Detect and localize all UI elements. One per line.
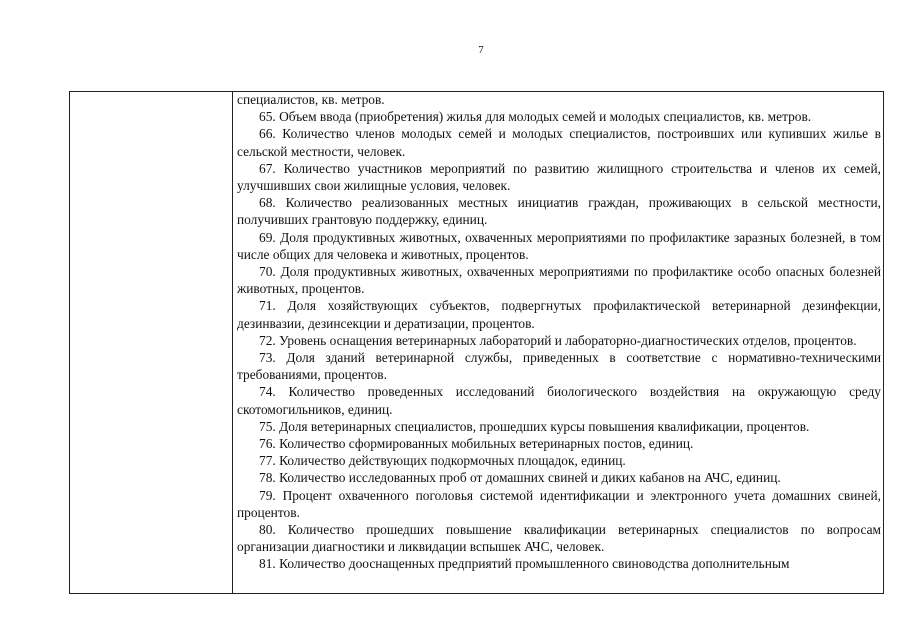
- list-item: 71. Доля хозяйствующих субъектов, подвергнутых профилактической ветеринарной дезинфекции, дезинвазии, дезинсекции и дератизации, процентов.: [237, 298, 881, 331]
- list-item: 78. Количество исследованных проб от домашних свиней и диких кабанов на АЧС, единиц.: [259, 470, 781, 486]
- list-item: 80. Количество прошедших повышение квалификации ветеринарных специалистов по вопросам организации диагностики и ликвидации вспышек АЧС, человек.: [237, 522, 881, 555]
- list-item: 79. Процент охваченного поголовья системой идентификации и электронного учета домашних свиней, процентов.: [237, 487, 881, 520]
- list-item: специалистов, кв. метров.: [237, 92, 385, 107]
- list-item: 66. Количество членов молодых семей и молодых специалистов, построивших или купивших жилье в сельской местности, человек.: [237, 126, 881, 159]
- list-item: 70. Доля продуктивных животных, охваченных мероприятиями по профилактике особо опасных болезней животных, процентов.: [237, 264, 881, 297]
- column-divider: [232, 92, 233, 593]
- list-item: 68. Количество реализованных местных инициатив граждан, проживающих в сельской местности, получивших грантовую поддержку, единиц.: [237, 195, 881, 228]
- indicator-list: [237, 91, 881, 573]
- list-item: 65. Объем ввода (приобретения) жилья для молодых семей и молодых специалистов, кв. метров.: [259, 109, 812, 125]
- list-item: 81. Количество дооснащенных предприятий промышленного свиноводства дополнительным: [259, 556, 790, 572]
- list-item: 69. Доля продуктивных животных, охваченных мероприятиями по профилактике заразных болезней, в том числе общих для человека и животных, процентов.: [237, 229, 881, 262]
- list-item: 74. Количество проведенных исследований биологического воздействия на окружающую среду скотомогильников, единиц.: [237, 384, 881, 417]
- list-item: 67. Количество участников мероприятий по развитию жилищного строительства и членов их семей, улучшивших свои жилищные условия, человек.: [237, 160, 881, 194]
- list-item: 72. Уровень оснащения ветеринарных лабораторий и лабораторно-диагностических отделов, процентов.: [259, 332, 857, 348]
- list-item: 76. Количество сформированных мобильных ветеринарных постов, единиц.: [259, 436, 694, 452]
- list-item: 77. Количество действующих подкормочных площадок, единиц.: [259, 453, 626, 469]
- table-bottom-border: [69, 593, 884, 594]
- page-number: 7: [478, 44, 484, 56]
- list-item: 73. Доля зданий ветеринарной службы, приведенных в соответствие с нормативно-техническими требованиями, процентов.: [237, 350, 881, 383]
- list-item: 75. Доля ветеринарных специалистов, прошедших курсы повышения квалификации, процентов.: [259, 418, 810, 434]
